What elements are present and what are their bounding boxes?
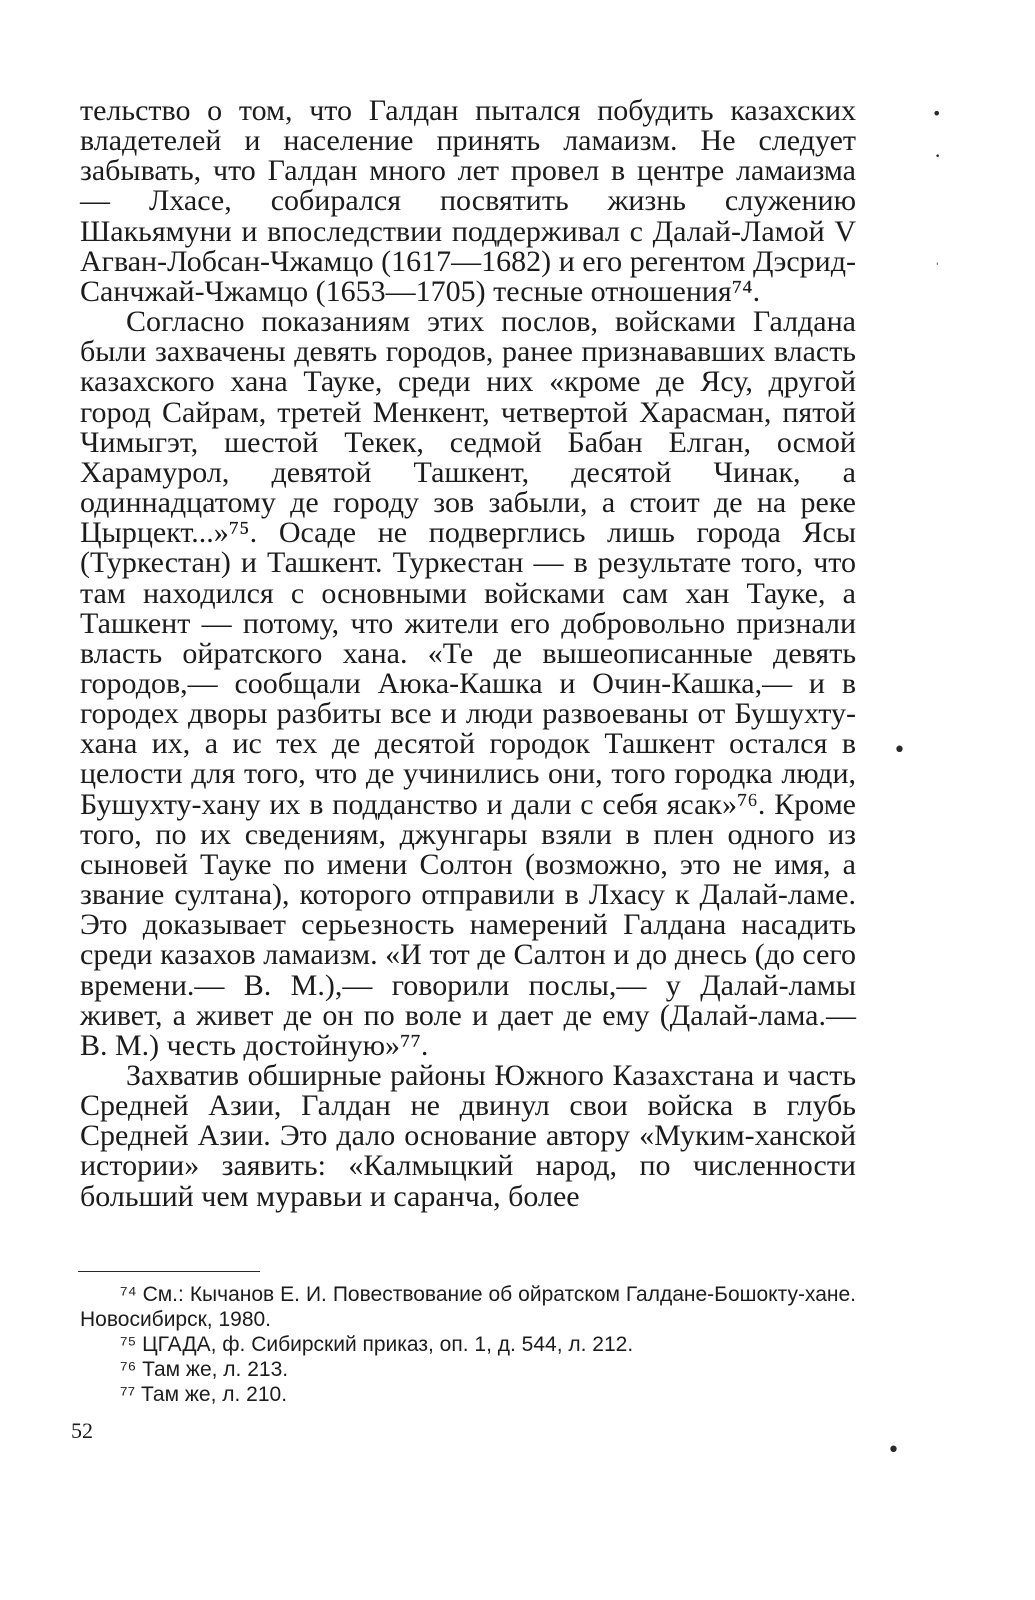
footnote-76: ⁷⁶ Там же, л. 213. [120,1358,289,1381]
scan-speck-icon: • [887,1438,900,1463]
footnotes [80,1282,856,1407]
paragraph-2: Согласно показаниям этих послов, войсками Галдана были захвачены девять городов, ранее признававших власть казахского хана Тауке, среди них «кроме де Ясу, другой город Сайрам, третей Менкент, четвертой Харасман, пятой Чимыгэт, шестой Текек, седмой Бабан Елган, осмой Харамурол, девятой Ташкент, десятой Чинак, а одиннадцатому де городу зов забыли, а стоит де на реке Цырцект...»⁷⁵. Осаде не подверглись лишь города Ясы (Туркестан) и Ташкент. Туркестан — в результате того, что там находился с основными войсками сам хан Тауке, а Ташкент — потому, что жители его добровольно признали власть ойратского хана. «Те де вышеописанные девять городов,— сообщали Аюка-Кашка и Очин-Кашка,— и в городех дворы разбиты все и люди развоеваны от Бушухту-хана их, а ис тех де десятой городок Ташкент остался в целости для того, что де учинились они, того городка люди, Бушухту-хану их в подданство и дали с себя ясак»⁷⁶. Кроме того, по их сведениям, джунгары взяли в плен одного из сыновей Тауке по имени Солтон (возможно, это не имя, а звание султана), которого отправили в Лхасу к Далай-ламе. Это доказывает серьезность намерений Галдана насадить среди казахов ламаизм. «И тот де Салтон и до днесь (до сего времени.— В. М.),— говорили послы,— у Далай-ламы живет, а живет де он по воле и дает де ему (Далай-лама.— В. М.) честь достойную»⁷⁷. [80,305,856,1062]
footnote-divider [78,1271,260,1272]
paragraph-3: Захватив обширные районы Южного Казахстана и часть Средней Азии, Галдан не двинул свои войска в глубь Средней Азии. Это дало основание автору «Муким-ханской истории» заявить: «Калмыцкий народ, по численности больший чем муравьи и саранча, более [80,1059,856,1213]
scan-speck-icon: • [935,152,941,162]
scan-speck-icon: ' [936,262,939,272]
scan-speck-icon: • [893,738,906,763]
scan-speck-icon: • [932,104,942,123]
paragraph-1: тельство о том, что Галдан пытался побудить казахских владетелей и население принять ламаизм. Не следует забывать, что Галдан много лет провел в центре ламаизма — Лхасе, собирался посвятить жизнь служению Шакьямуни и впоследствии поддерживал с Далай-Ламой V Агван-Лобсан-Чжамцо (1617—1682) и его регентом Дэсрид-Санчжай-Чжамцо (1653—1705) тесные отношения⁷⁴. [80,94,856,308]
footnote-77: ⁷⁷ Там же, л. 210. [120,1383,288,1406]
footnote-74: ⁷⁴ См.: Кычанов Е. И. Повествование об ойратском Галдане-Бошокту-хане. Новосибирск, 1980. [80,1283,856,1331]
page-number: 52 [71,1418,93,1443]
footnote-75: ⁷⁵ ЦГАДА, ф. Сибирский приказ, оп. 1, д. 544, л. 212. [120,1333,634,1356]
main-text [80,96,856,1212]
